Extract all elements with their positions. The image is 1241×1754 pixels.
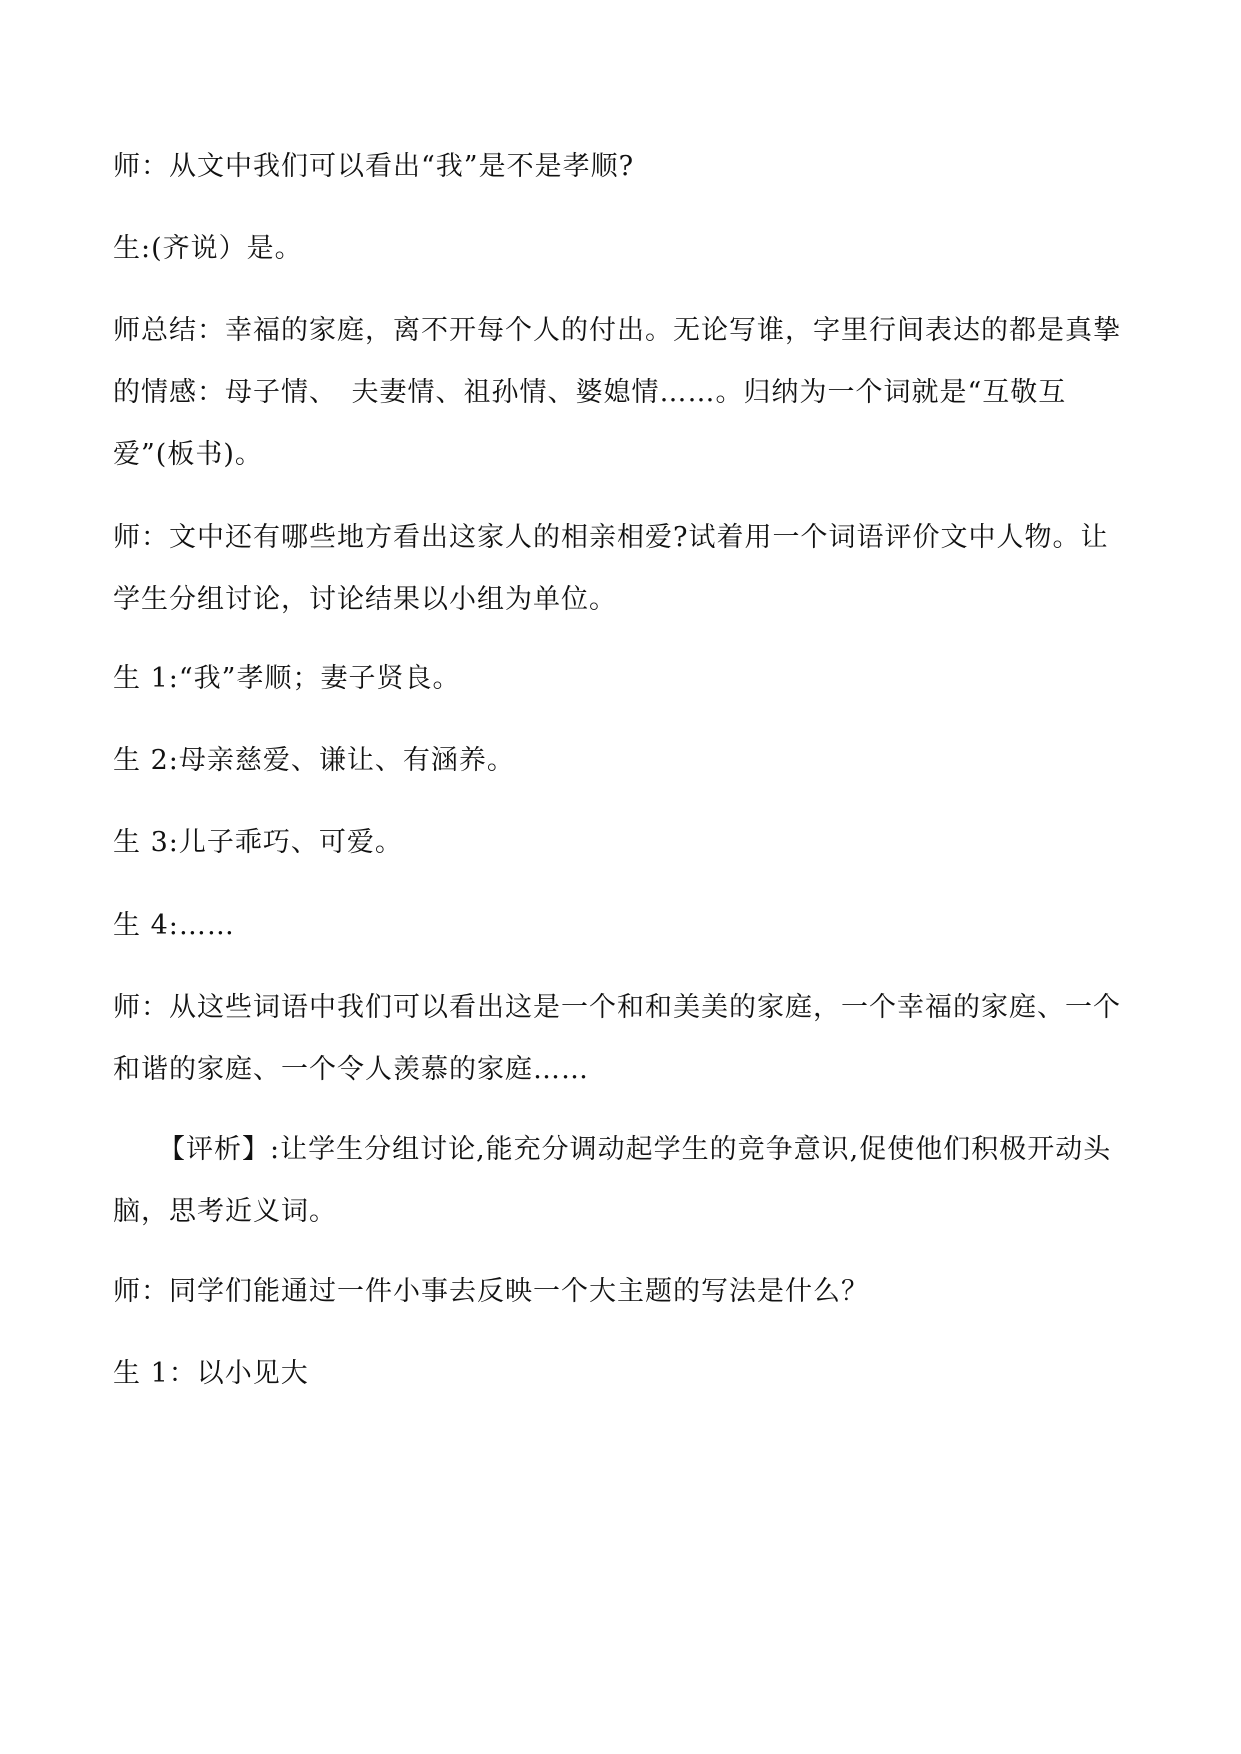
paragraph-student-3: 生 3:儿子乖巧、可爱。 — [113, 827, 403, 858]
paragraph-teacher-discussion: 师：文中还有哪些地方看出这家人的相亲相爱?试着用一个词语评价文中人物。让学生分组讨论，讨论结果以小组为单位。 — [113, 522, 1109, 615]
paragraph-student-2: 生 2:母亲慈爱、谦让、有涵养。 — [113, 745, 515, 776]
paragraph-teacher-conclusion: 师：从这些词语中我们可以看出这是一个和和美美的家庭，一个幸福的家庭、一个和谐的家庭、一个令人羡慕的家庭…… — [113, 992, 1121, 1085]
paragraph-student-answer-method: 生 1：以小见大 — [113, 1358, 309, 1389]
paragraph-students-answer: 生:(齐说）是。 — [113, 233, 303, 264]
paragraph-commentary: 【评析】:让学生分组讨论,能充分调动起学生的竞争意识,促使他们积极开动头脑，思考近义词。 — [113, 1134, 1112, 1227]
paragraph-teacher-writing-method: 师：同学们能通过一件小事去反映一个大主题的写法是什么？ — [113, 1276, 869, 1307]
paragraph-teacher-question-filial: 师：从文中我们可以看出“我”是不是孝顺? — [113, 151, 635, 182]
paragraph-teacher-summary: 师总结：幸福的家庭，离不开每个人的付出。无论写谁，字里行间表达的都是真挚的情感：母子情、 夫妻情、祖孙情、婆媳情……。归纳为一个词就是“互敬互爱”(板书)。 — [113, 315, 1121, 470]
paragraph-student-1: 生 1:“我”孝顺；妻子贤良。 — [113, 663, 461, 694]
paragraph-student-4: 生 4:…… — [113, 910, 235, 941]
